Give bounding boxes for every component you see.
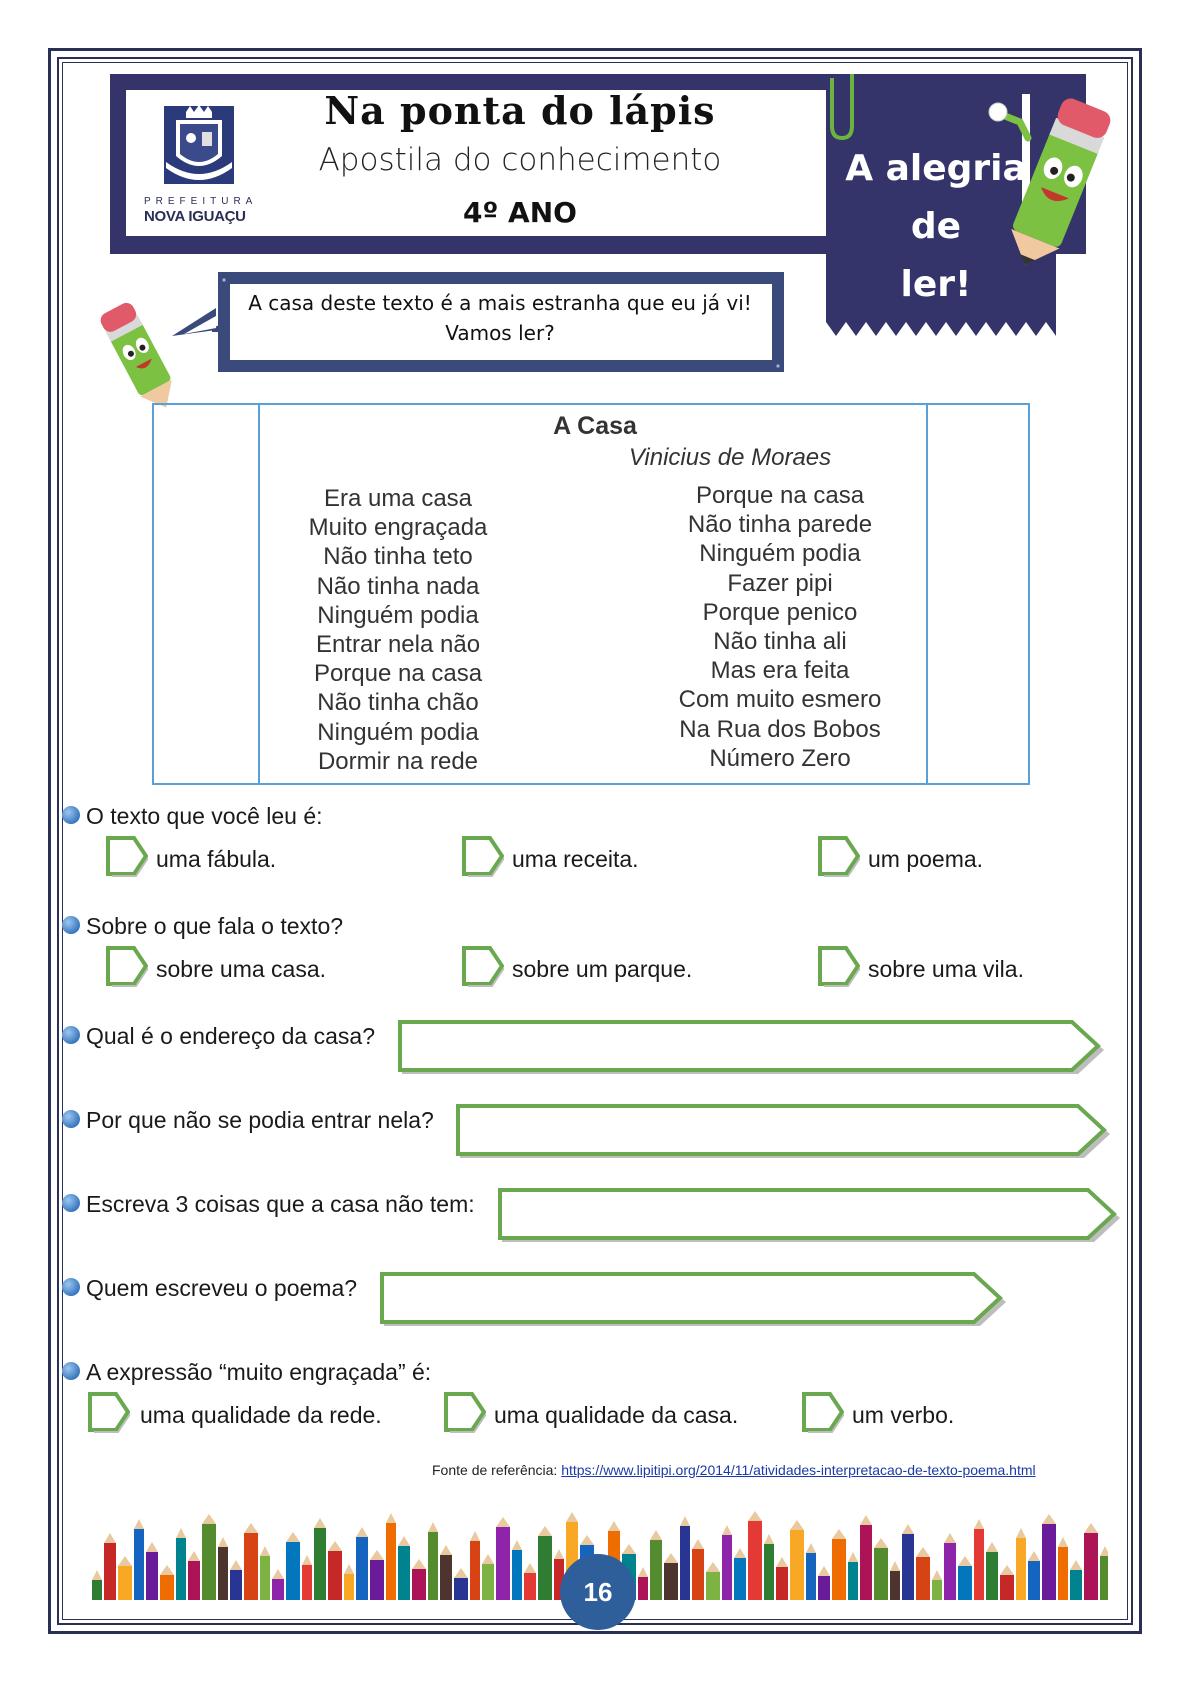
poem-line: Ninguém podia xyxy=(317,718,479,746)
small-pencil-mascot-icon xyxy=(92,300,188,416)
pencil-icon xyxy=(370,1550,384,1600)
pencil-icon xyxy=(482,1554,494,1600)
q7-option-3-label: um verbo. xyxy=(852,1402,955,1428)
pencil-icon xyxy=(790,1520,804,1600)
pencil-mascot-icon xyxy=(980,92,1130,272)
pencil-icon xyxy=(890,1561,900,1600)
pencil-icon xyxy=(160,1565,174,1600)
pencil-icon xyxy=(356,1527,368,1600)
pencil-icon xyxy=(932,1570,942,1600)
question-4-text: Por que não se podia entrar nela? xyxy=(86,1107,434,1133)
question-6-text: Quem escreveu o poema? xyxy=(86,1275,358,1301)
pencil-icon xyxy=(734,1548,746,1600)
speech-line-1: A casa deste texto é a mais estranha que eu já vi! xyxy=(248,291,752,315)
pencil-icon xyxy=(664,1553,678,1600)
pencil-icon xyxy=(230,1560,242,1600)
city-logo xyxy=(144,100,264,228)
checkbox-q2-option-3[interactable] xyxy=(816,944,860,988)
pencil-icon xyxy=(398,1536,410,1600)
poem-line: Na Rua dos Bobos xyxy=(679,715,881,743)
question-7-text: A expressão “muito engraçada” é: xyxy=(86,1359,432,1385)
poem-column-left xyxy=(270,484,526,776)
pencil-icon xyxy=(202,1514,216,1600)
poem-title: A Casa xyxy=(553,412,637,440)
q2-option-1-label: sobre uma casa. xyxy=(156,956,327,982)
pencil-icon xyxy=(146,1542,158,1600)
pencil-icon xyxy=(512,1540,522,1600)
question-2-text: Sobre o que fala o texto? xyxy=(86,913,344,939)
pencil-icon xyxy=(104,1533,116,1600)
checkbox-q1-option-1[interactable] xyxy=(104,834,148,878)
pencil-icon xyxy=(440,1545,452,1600)
page-number: 16 xyxy=(560,1554,636,1630)
poem-line: Porque na casa xyxy=(313,660,483,688)
pencil-icon xyxy=(188,1551,200,1600)
logo-city-text: NOVA IGUAÇU xyxy=(144,208,246,225)
grade-label: 4º ANO xyxy=(463,196,577,229)
answer-field-q4[interactable] xyxy=(456,1104,1112,1162)
q7-option-2-label: uma qualidade da casa. xyxy=(494,1402,739,1428)
bullet-icon xyxy=(62,1278,80,1296)
pencil-icon xyxy=(454,1568,468,1600)
pencil-icon xyxy=(314,1518,326,1600)
bullet-icon xyxy=(62,916,80,934)
pencil-icon xyxy=(848,1552,858,1600)
checkbox-q7-option-2[interactable] xyxy=(442,1390,486,1434)
bullet-icon xyxy=(62,806,80,824)
poem-line: Com muito esmero xyxy=(678,686,882,714)
source-reference xyxy=(432,1462,1036,1478)
poem-line: Não tinha parede xyxy=(687,511,873,539)
q7-option-1-label: uma qualidade da rede. xyxy=(140,1402,382,1428)
ribbon-line-3: ler! xyxy=(900,264,972,305)
poem-line: Entrar nela não xyxy=(315,631,481,659)
pencil-icon xyxy=(806,1543,816,1600)
pencil-icon xyxy=(260,1546,270,1600)
pencil-icon xyxy=(538,1526,552,1600)
poem-line: Muito engraçada xyxy=(308,514,488,542)
bullet-icon xyxy=(62,1362,80,1380)
bullet-icon xyxy=(62,1026,80,1044)
checkbox-q2-option-2[interactable] xyxy=(460,944,504,988)
pencil-icon xyxy=(302,1555,312,1600)
checkbox-q7-option-3[interactable] xyxy=(800,1390,844,1434)
pencil-icon xyxy=(916,1547,930,1600)
poem-line: Dormir na rede xyxy=(317,747,479,775)
speech-line-2: Vamos ler? xyxy=(445,321,555,345)
checkbox-q1-option-2[interactable] xyxy=(460,834,504,878)
pencil-icon xyxy=(764,1534,774,1600)
pencil-icon xyxy=(974,1519,984,1600)
pencil-icon xyxy=(218,1537,228,1600)
pencil-icon xyxy=(412,1559,426,1600)
checkbox-q7-option-1[interactable] xyxy=(86,1390,130,1434)
coat-of-arms-icon xyxy=(158,102,240,190)
poem-line: Ninguém podia xyxy=(699,540,861,568)
poem-author: Vinicius de Moraes xyxy=(628,444,832,471)
pencil-icon xyxy=(1000,1565,1014,1600)
pencil-icon xyxy=(524,1563,536,1600)
poem-box-divider-left xyxy=(258,405,260,783)
pencil-icon xyxy=(818,1566,830,1600)
poem-line: Porque penico xyxy=(702,598,858,626)
poem-line: Ninguém podia xyxy=(317,601,479,629)
pencil-icon xyxy=(496,1517,510,1600)
poem-column-right xyxy=(640,481,920,773)
ribbon-line-1: A alegria xyxy=(845,148,1027,189)
pencil-icon xyxy=(638,1567,648,1600)
question-3-text: Qual é o endereço da casa? xyxy=(86,1023,375,1049)
pencil-icon xyxy=(748,1511,762,1600)
pencil-icon xyxy=(92,1570,102,1600)
pencil-icon xyxy=(944,1533,956,1600)
pencil-icon xyxy=(470,1531,480,1600)
pencil-icon xyxy=(706,1562,720,1600)
pencil-icon xyxy=(776,1557,788,1600)
source-label: Fonte de referência: xyxy=(432,1462,558,1478)
bullet-icon xyxy=(62,1110,80,1128)
page-subtitle: Apostila do conhecimento xyxy=(318,142,722,178)
pencil-icon xyxy=(692,1539,704,1600)
answer-field-q3[interactable] xyxy=(398,1020,1106,1078)
pencil-icon xyxy=(118,1556,132,1600)
pencil-icon xyxy=(1042,1514,1056,1600)
source-link[interactable]: https://www.lipitipi.org/2014/11/atividades-interpretacao-de-texto-poema.html xyxy=(561,1462,1036,1478)
answer-field-q6[interactable] xyxy=(380,1272,1008,1330)
poem-line: Era uma casa xyxy=(323,485,473,512)
pencil-icon xyxy=(958,1556,972,1600)
pencil-icon xyxy=(874,1538,888,1600)
pencil-icon xyxy=(386,1513,396,1600)
pencil-icon xyxy=(860,1515,872,1600)
pencil-icon xyxy=(176,1528,186,1600)
poem-line: Não tinha nada xyxy=(316,572,480,600)
poem-line: Não tinha ali xyxy=(713,628,847,656)
pencil-icon xyxy=(328,1541,342,1600)
poem-line: Não tinha chão xyxy=(317,689,479,717)
pencil-icon xyxy=(286,1532,300,1600)
page-title: Na ponta do lápis xyxy=(324,88,716,133)
poem-line: Número Zero xyxy=(709,744,851,772)
poem-box-divider-right xyxy=(926,405,928,783)
poem-line: Fazer pipi xyxy=(727,569,833,597)
pencil-icon xyxy=(1070,1560,1082,1600)
pencil-icon xyxy=(650,1530,662,1600)
poem-line: Porque na casa xyxy=(695,482,865,509)
q1-option-2-label: uma receita. xyxy=(512,846,639,872)
checkbox-q2-option-1[interactable] xyxy=(104,944,148,988)
pencil-icon xyxy=(832,1529,846,1600)
q1-option-3-label: um poema. xyxy=(868,846,984,872)
pencil-icon xyxy=(1100,1546,1108,1600)
pencil-icon xyxy=(722,1525,732,1600)
poem-line: Mas era feita xyxy=(710,657,850,685)
q1-option-1-label: uma fábula. xyxy=(156,846,277,872)
answer-field-q5[interactable] xyxy=(498,1188,1122,1246)
pencil-icon xyxy=(244,1523,258,1600)
question-5-text: Escreva 3 coisas que a casa não tem: xyxy=(86,1191,475,1217)
ribbon-line-2: de xyxy=(910,206,962,247)
pencil-icon xyxy=(272,1569,284,1600)
q2-option-3-label: sobre uma vila. xyxy=(868,956,1024,982)
pencil-icon xyxy=(1028,1551,1040,1600)
q2-option-2-label: sobre um parque. xyxy=(512,956,693,982)
question-1-text: O texto que você leu é: xyxy=(86,803,323,829)
pencil-icon xyxy=(344,1564,354,1600)
pencil-icon xyxy=(986,1542,998,1600)
pencil-icon xyxy=(1058,1537,1068,1600)
pencil-icon xyxy=(680,1516,690,1600)
pencil-icon xyxy=(1084,1523,1098,1600)
pencil-icon xyxy=(428,1522,438,1600)
pencil-icon xyxy=(134,1519,144,1600)
logo-prefeitura-text: PREFEITURA xyxy=(144,196,258,207)
pencil-icon xyxy=(1016,1528,1026,1600)
poem-line: Não tinha teto xyxy=(323,543,473,571)
pencil-icon xyxy=(902,1524,914,1600)
speech-bubble-text xyxy=(236,288,764,348)
checkbox-q1-option-3[interactable] xyxy=(816,834,860,878)
bullet-icon xyxy=(62,1194,80,1212)
